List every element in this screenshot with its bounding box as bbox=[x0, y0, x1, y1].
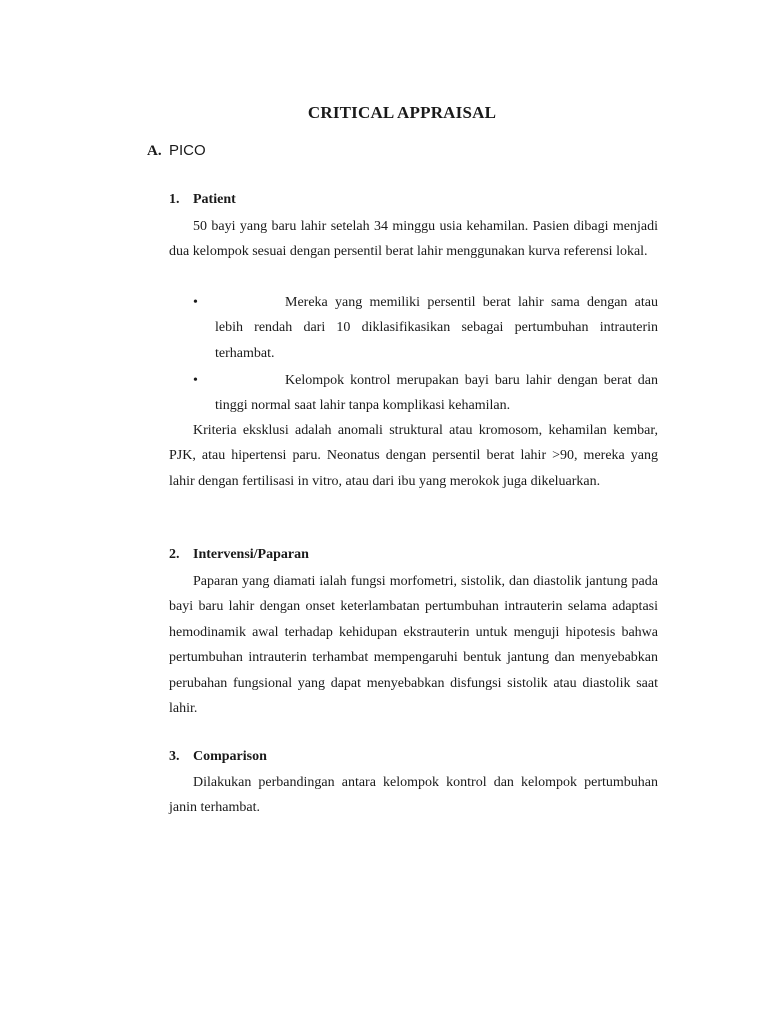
intervention-paragraph: Paparan yang diamati ialah fungsi morfometri, sistolik, dan diastolik jantung pada bayi baru lahir dengan onset keterlambatan pertumbuhan intrauterin selama adaptasi hemodinamik awal terhadap kehidupan ekstrauterin untuk menguji hipotesis bahwa pertumbuhan intrauterin terhambat mempengaruhi bentuk jantung dan menyebabkan perubahan fungsional yang dapat menyebabkan disfungsi sistolik atau diastolik saat lahir. bbox=[169, 574, 658, 717]
list-item-text: Kelompok kontrol merupakan bayi baru lahir dengan berat dan tinggi normal saat lahir tanpa komplikasi kehamilan. bbox=[215, 373, 658, 414]
exclusion-paragraph: Kriteria eksklusi adalah anomali struktural atau kromosom, kehamilan kembar, PJK, atau hipertensi paru. Neonatus dengan persentil berat lahir >90, mereka yang lahir dengan fertilisasi in vitro, atau dari ibu yang merokok juga dikeluarkan. bbox=[169, 423, 658, 489]
subheading-label: Patient bbox=[193, 192, 236, 207]
subheading-number: 1. bbox=[169, 192, 180, 207]
comparison-paragraph: Dilakukan perbandingan antara kelompok kontrol dan kelompok pertumbuhan janin terhambat. bbox=[169, 775, 658, 816]
subheading-number: 2. bbox=[169, 547, 180, 562]
bullet-icon: • bbox=[193, 295, 198, 310]
subheading-intervention bbox=[169, 547, 309, 563]
section-letter: A. bbox=[147, 143, 162, 159]
subheading-number: 3. bbox=[169, 749, 180, 764]
page-title: CRITICAL APPRAISAL bbox=[307, 103, 497, 122]
list-item bbox=[193, 368, 658, 419]
section-label: PICO bbox=[169, 142, 206, 159]
patient-intro-paragraph: 50 bayi yang baru lahir setelah 34 minggu usia kehamilan. Pasien dibagi menjadi dua kelompok sesuai dengan persentil berat lahir menggunakan kurva referensi lokal. bbox=[169, 219, 658, 260]
subheading-patient bbox=[169, 192, 236, 208]
subheading-comparison bbox=[169, 749, 267, 765]
subheading-label: Comparison bbox=[193, 749, 267, 764]
list-item bbox=[193, 290, 658, 366]
bullet-icon: • bbox=[193, 373, 198, 388]
section-heading-pico bbox=[147, 142, 206, 160]
subheading-label: Intervensi/Paparan bbox=[193, 547, 309, 562]
list-item-text: Mereka yang memiliki persentil berat lahir sama dengan atau lebih rendah dari 10 diklasifikasikan sebagai pertumbuhan intrauterin terhambat. bbox=[215, 295, 658, 361]
